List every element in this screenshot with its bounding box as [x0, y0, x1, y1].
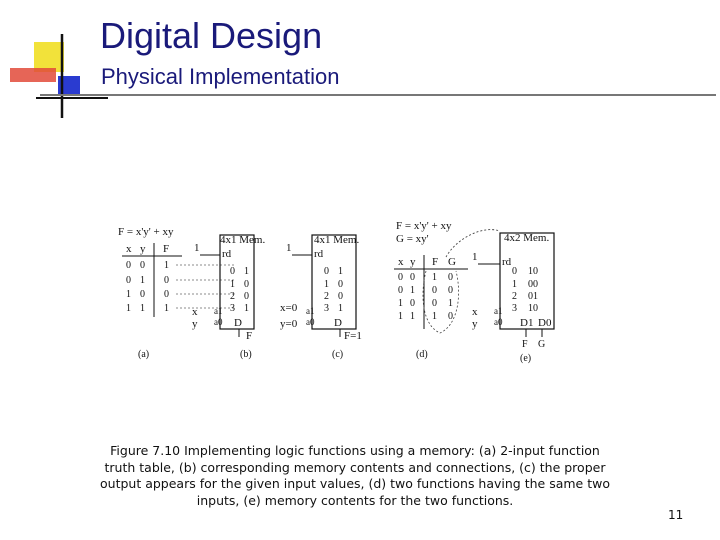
table-a-cell: 1 — [126, 303, 131, 314]
input-x-e: x — [472, 306, 478, 318]
rd-input-e: 1 — [472, 251, 478, 263]
memory-word: 01 — [528, 291, 538, 302]
table-d-dotted-oval — [423, 271, 459, 333]
table-d-header-x: x — [398, 256, 404, 268]
address-label: 2 — [324, 291, 329, 302]
table-d-cell: 0 — [432, 285, 437, 296]
memory-figure — [110, 195, 570, 365]
label-e: (e) — [520, 353, 532, 364]
table-d-cell: 0 — [448, 311, 453, 322]
table-a-rows — [126, 260, 169, 314]
address-label: 1 — [512, 279, 517, 290]
function-f-d-label: F = x'y' + xy — [396, 220, 452, 232]
address-label: 3 — [230, 303, 235, 314]
table-a-cell: 1 — [126, 289, 131, 300]
table-a-header-x: x — [126, 243, 132, 255]
memory-c-rd: rd — [314, 248, 324, 260]
memory-word: 1 — [244, 303, 249, 314]
address-label: 2 — [230, 291, 235, 302]
input-x-b: x — [192, 306, 198, 318]
figure-caption: Figure 7.10 Implementing logic functions using a memory: (a) 2-input function truth table, (b) corresponding memory contents and connections, (c) the proper output appears for the given input values, (d) two functions having the same two inputs, (e) memory contents for the two functions. — [100, 443, 610, 508]
label-a: (a) — [138, 349, 150, 360]
table-a-header-y: y — [140, 243, 146, 255]
memory-e-rd: rd — [502, 256, 512, 268]
memory-word: 0 — [338, 279, 343, 290]
logo-red-block — [10, 68, 56, 82]
table-d-header-f: F — [432, 256, 439, 268]
label-c: (c) — [332, 349, 344, 360]
data-d0-e: D0 — [538, 317, 552, 329]
table-d-cell: 1 — [448, 298, 453, 309]
address-label: 0 — [512, 266, 517, 277]
function-g-d-label: G = xy' — [396, 233, 429, 245]
input-y-b: y — [192, 318, 198, 330]
table-d-cell: 0 — [410, 298, 415, 309]
address-label: 3 — [324, 303, 329, 314]
address-label: 1 — [230, 279, 235, 290]
table-a-cell: 1 — [140, 275, 145, 286]
logo-yellow-block — [34, 42, 64, 72]
table-a-cell: 1 — [140, 303, 145, 314]
table-d-cell: 1 — [398, 298, 403, 309]
rd-input-b: 1 — [194, 242, 200, 254]
memory-4x1-b-label: 4x1 Mem. — [220, 234, 266, 246]
output-g-e: G — [538, 339, 546, 350]
table-a-cell: 0 — [164, 289, 169, 300]
table-d-cell: 1 — [410, 285, 415, 296]
table-d-rows — [398, 272, 453, 322]
slide-title: Digital Design — [100, 15, 323, 56]
address-label: 0 — [230, 266, 235, 277]
table-a-cell: 0 — [164, 275, 169, 286]
table-d-header-g: G — [448, 256, 456, 268]
memory-word: 00 — [528, 279, 538, 290]
memory-b-contents — [230, 266, 249, 314]
memory-b-rd: rd — [222, 248, 232, 260]
memory-word: 0 — [244, 291, 249, 302]
table-d-cell: 0 — [448, 285, 453, 296]
table-d-cell: 1 — [398, 311, 403, 322]
table-d-cell: 0 — [398, 285, 403, 296]
addr-a1-b: a1 — [214, 306, 223, 316]
slide-subtitle: Physical Implementation — [101, 64, 340, 89]
output-f1-c: F=1 — [344, 330, 362, 342]
table-d-cell: 1 — [432, 311, 437, 322]
addr-a1-e: a1 — [494, 306, 503, 316]
data-d1-e: D1 — [520, 317, 534, 329]
memory-word: 1 — [338, 266, 343, 277]
output-f-e: F — [522, 339, 528, 350]
memory-word: 1 — [338, 303, 343, 314]
data-d-b: D — [234, 317, 242, 329]
table-d-header-y: y — [410, 256, 416, 268]
memory-e-contents — [512, 266, 538, 314]
input-x0-c: x=0 — [280, 302, 298, 314]
table-a-header-f: F — [163, 243, 170, 255]
table-d-cell: 1 — [410, 311, 415, 322]
function-f-label: F = x'y' + xy — [118, 226, 174, 238]
addr-a0-b: a0 — [214, 317, 223, 327]
memory-4x2-e — [500, 233, 554, 329]
memory-word: 0 — [338, 291, 343, 302]
address-label: 3 — [512, 303, 517, 314]
table-a-cell: 0 — [140, 260, 145, 271]
table-a-cell: 0 — [126, 260, 131, 271]
memory-word: 0 — [244, 279, 249, 290]
table-a-dotted-links — [176, 265, 234, 308]
memory-c-contents — [324, 266, 343, 314]
addr-a1-c: a1 — [306, 306, 315, 316]
table-d-cell: 0 — [448, 272, 453, 283]
input-y0-c: y=0 — [280, 318, 298, 330]
rd-input-c: 1 — [286, 242, 292, 254]
table-a-cell: 0 — [140, 289, 145, 300]
table-a-cell: 1 — [164, 260, 169, 271]
table-d-cell: 0 — [398, 272, 403, 283]
slide-logo — [0, 0, 110, 120]
address-label: 2 — [512, 291, 517, 302]
label-d: (d) — [416, 349, 428, 360]
output-f-b: F — [246, 330, 253, 342]
memory-4x1-c-label: 4x1 Mem. — [314, 234, 360, 246]
title-divider — [40, 94, 716, 96]
addr-a0-c: a0 — [306, 317, 315, 327]
memory-word: 10 — [528, 266, 538, 277]
table-a-cell: 1 — [164, 303, 169, 314]
address-label: 1 — [324, 279, 329, 290]
memory-word: 1 — [244, 266, 249, 277]
label-b: (b) — [240, 349, 252, 360]
table-d-cell: 0 — [432, 298, 437, 309]
memory-word: 10 — [528, 303, 538, 314]
input-y-e: y — [472, 318, 478, 330]
addr-a0-e: a0 — [494, 317, 503, 327]
table-a-cell: 0 — [126, 275, 131, 286]
memory-4x2-e-label: 4x2 Mem. — [504, 232, 550, 244]
address-label: 0 — [324, 266, 329, 277]
data-d-c: D — [334, 317, 342, 329]
table-d-cell: 0 — [410, 272, 415, 283]
page-number: 11 — [668, 508, 684, 522]
table-d-cell: 1 — [432, 272, 437, 283]
